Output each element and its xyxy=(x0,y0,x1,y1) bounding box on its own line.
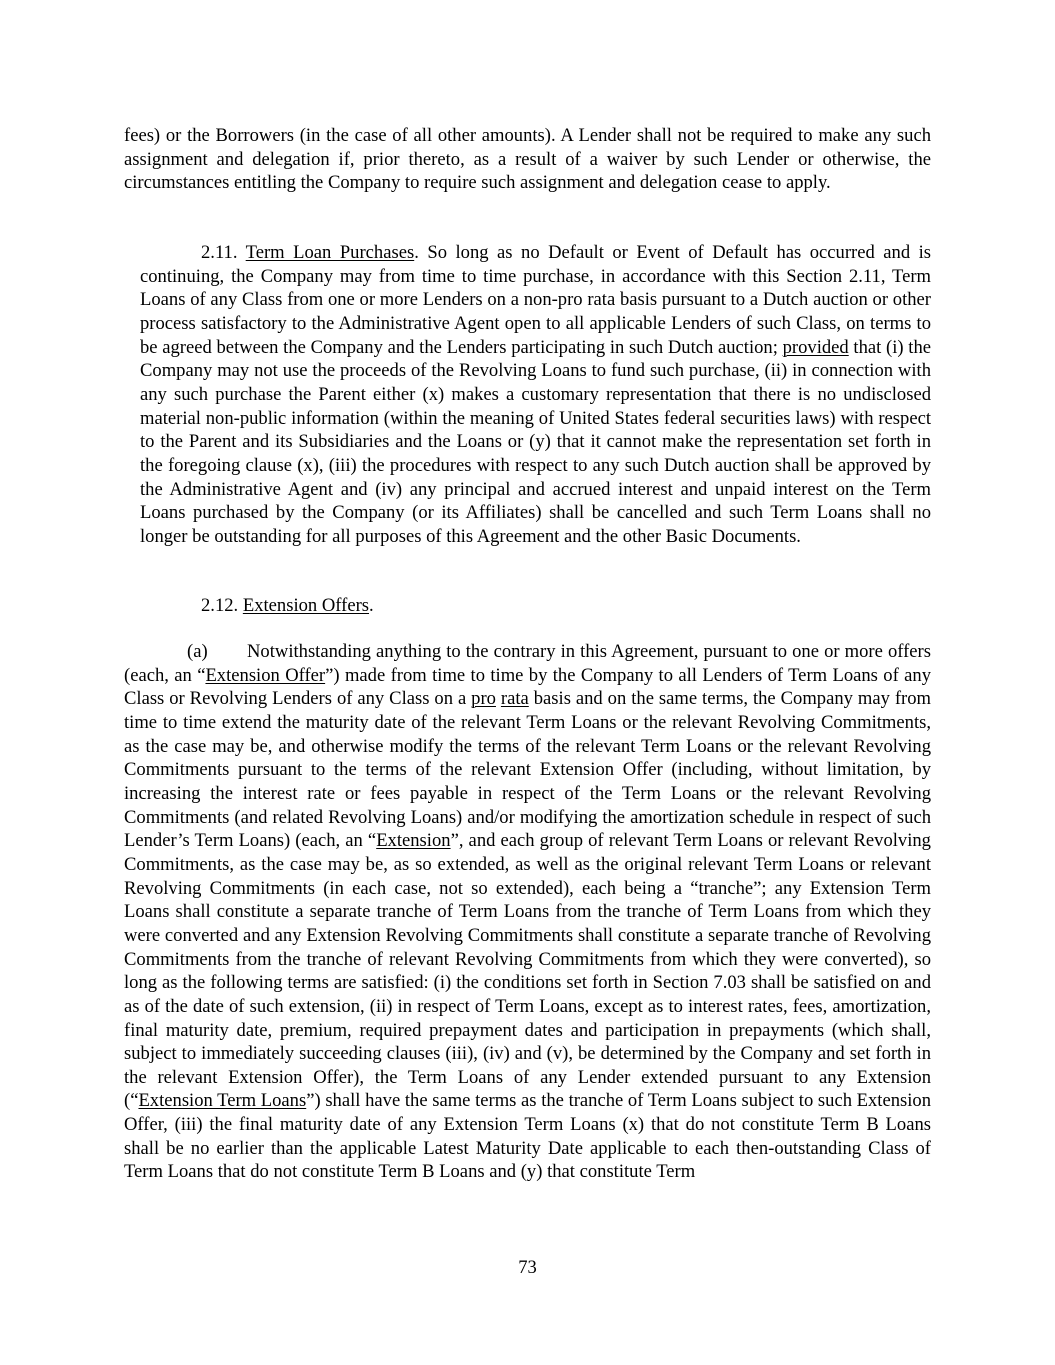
section-2-11-number: 2.11. xyxy=(201,242,238,263)
term-pro: pro xyxy=(471,688,496,710)
clause-a-marker: (a) xyxy=(187,641,208,662)
clause-a-text-1: Notwithstanding anything to the contrary in this Agreement, pursuant to one or more offers (each, an “ xyxy=(124,641,931,686)
section-2-12 xyxy=(124,594,931,618)
term-extension-offer: Extension Offer xyxy=(205,664,326,686)
term-extension: Extension xyxy=(376,830,451,852)
page-number: 73 xyxy=(518,1257,537,1278)
paragraph-continuation xyxy=(124,124,931,195)
term-extension-term-loans: Extension Term Loans xyxy=(138,1090,307,1112)
section-2-11-text-1: . So long as no Default or Event of Default has occurred and is continuing, the Company may from time to time purchase, in accordance with this Section 2.11, Term Loans of any Class from one or more Lenders on a non-pro rata basis pursuant to a Dutch auction or other process satisfactory to the Administrative Agent open to all applicable Lenders of such Class, on terms to be agreed between the Company and the Lenders participating in such Dutch auction; xyxy=(140,242,932,358)
section-2-12-end: . xyxy=(369,595,374,616)
section-2-12-heading: Extension Offers xyxy=(242,595,370,616)
section-2-11 xyxy=(140,241,931,549)
term-rata: rata xyxy=(500,688,529,710)
section-2-12-number: 2.12. xyxy=(201,595,239,616)
clause-a xyxy=(124,640,931,1184)
clause-a-text-4: ”, and each group of relevant Term Loans or relevant Revolving Commitments, as the case may be, as so extended, as well as the original relevant Term Loans or relevant Revolving Commitments (in each case, not so extended), each being a “tranche”; any Extension Term Loans shall constitute a separate tranche of Term Loans from the tranche of Term Loans from which they were converted and any Extension Revolving Commitments shall constitute a separate tranche of Revolving Commitments from the tranche of relevant Revolving Commitments from which they were converted), so long as the following terms are satisfied: (i) the conditions set forth in Section 7.03 shall be satisfied on and as of the date of such extension, (ii) in respect of Term Loans, except as to interest rates, fees, amortization, final maturity date, premium, required prepayment dates and participation in prepayments (which shall, subject to immediately succeeding clauses (iii), (iv) and (v), be determined by the Company and set forth in the relevant Extension Offer), the Term Loans of any Lender extended pursuant to any Extension (“ xyxy=(124,830,931,1112)
paragraph-continuation-text: fees) or the Borrowers (in the case of all other amounts). A Lender shall not be required to make any such assignment and delegation if, prior thereto, as a result of a waiver by such Lender or otherwise, the circumstances entitling the Company to require such assignment and delegation cease to apply. xyxy=(124,125,931,194)
section-2-11-text-2: that (i) the Company may not use the proceeds of the Revolving Loans to fund such purchase, (ii) in connection with any such purchase the Parent either (x) makes a customary representation that there is no undisclosed material non-public information (within the meaning of United States federal securities laws) with respect to the Parent and its Subsidiaries and the Loans or (y) that it cannot make the representation set forth in the foregoing clause (x), (iii) the procedures with respect to any such Dutch auction shall be approved by the Administrative Agent and (iv) any principal and accrued interest and unpaid interest on the Term Loans purchased by the Company (or its Affiliates) shall be cancelled and such Term Loans shall no longer be outstanding for all purposes of this Agreement and the other Basic Documents. xyxy=(140,336,931,547)
clause-a-text-3: basis and on the same terms, the Company may from time to time extend the maturity date of the relevant Term Loans or the relevant Revolving Commitments, as the case may be, and otherwise modify the terms of the relevant Term Loans or the relevant Revolving Commitments pursuant to the terms of the relevant Extension Offer (including, without limitation, by increasing the interest rate or fees payable in respect of the Term Loans or the relevant Revolving Commitments (and related Revolving Loans) and/or modifying the amortization schedule in respect of such Lender’s Term Loans) (each, an “ xyxy=(124,688,931,852)
section-2-11-heading: Term Loan Purchases xyxy=(245,242,415,263)
clause-a-text-2: ”) made from time to time by the Company to all Lenders of Term Loans of any Class or Revolving Lenders of any Class on a xyxy=(124,664,931,710)
clause-a-text-5: ”) shall have the same terms as the tranche of Term Loans subject to such Extension Offer, (iii) the final maturity date of any Extension Term Loans (x) that do not constitute Term B Loans shall be no earlier than the applicable Latest Maturity Date applicable to each then-outstanding Class of Term Loans that do not constitute Term B Loans and (y) that constitute Term xyxy=(124,1090,932,1183)
provided-term: provided xyxy=(782,336,849,358)
